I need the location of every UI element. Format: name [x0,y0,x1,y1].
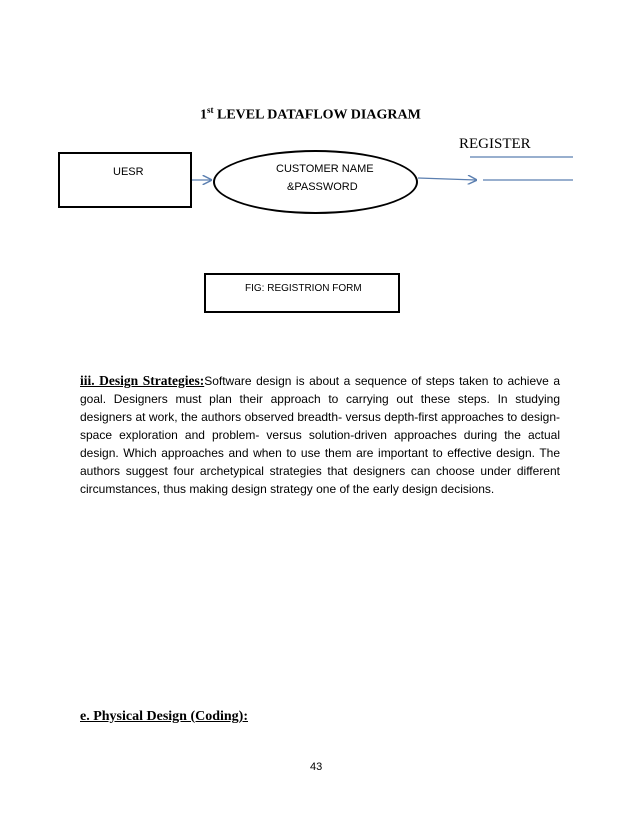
physical-design-heading: e. Physical Design (Coding): [80,709,248,724]
figure-caption: FIG: REGISTRION FORM [245,283,362,294]
page-number: 43 [310,761,323,773]
register-label: REGISTER [459,136,531,152]
process-label-line2: &PASSWORD [287,181,358,193]
process-label-line1: CUSTOMER NAME [276,163,374,175]
design-strategies-paragraph [80,372,560,498]
section-body: Software design is about a sequence of steps taken to achieve a goal. Designers must plan their approach to carrying out these steps. In studying designers at work, the authors observed breadth- versus depth-first approaches to design-space exploration and problem- versus solution-driven approaches during the actual design. Which approaches and when to use them are important to effective design. The authors suggest four archetypical strategies that designers can choose under different circumstances, thus making design strategy one of the early design decisions. [80,374,560,496]
user-entity-label: UESR [113,166,144,178]
arrow-process-to-register [418,178,476,180]
diagram-title: 1st LEVEL DATAFLOW DIAGRAM [200,105,421,123]
section-heading: iii. Design Strategies: [80,373,205,388]
